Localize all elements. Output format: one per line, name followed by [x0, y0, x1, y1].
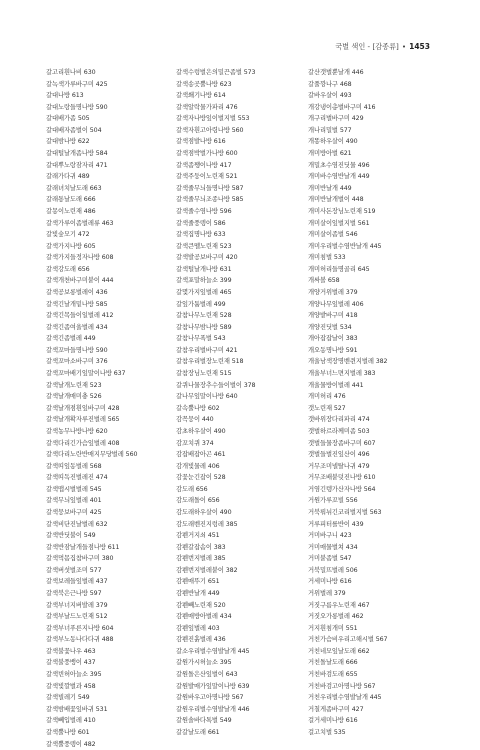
index-entry: 갈산갯벌뿐날개 446 — [308, 69, 364, 76]
index-entry: 갈대뿌노랑잠자리 471 — [46, 161, 108, 169]
index-entry: 갈색가루이좀벌레류 463 — [46, 219, 114, 227]
index-entry: 개미허리 476 — [308, 393, 346, 401]
index-entry: 갈색날개노린재 523 — [46, 381, 102, 389]
index-column-1 — [46, 67, 174, 750]
index-entry: 갈고리흰나비 630 — [46, 69, 96, 76]
index-entry: 갈원발매가잎말이나방 639 — [176, 682, 250, 690]
index-entry: 개오동명나방 591 — [308, 346, 358, 354]
index-entry: 갈원바우고아명나방 567 — [176, 694, 244, 702]
index-entry: 개미침벌 533 — [308, 254, 346, 262]
index-entry: 갈색불꽃나우 463 — [46, 647, 96, 655]
index-entry: 갈색긴좀벌레 449 — [46, 335, 96, 343]
index-entry: 갈색주둥이노린재 521 — [176, 173, 238, 181]
index-entry: 거미바구니 423 — [308, 532, 352, 540]
index-entry: 갯벌들벌진잎산이 496 — [308, 451, 370, 459]
index-entry: 갈색농무나방나방 620 — [46, 427, 108, 435]
index-columns — [46, 67, 446, 748]
index-entry: 감꼬치퀴 374 — [176, 439, 214, 447]
index-entry: 거미붙좀벌 547 — [308, 555, 352, 563]
index-entry: 갈색밤배꽃잎바귀 531 — [46, 705, 108, 713]
index-entry: 갈바우살이 493 — [308, 92, 352, 100]
index-entry: 걸거세미나방 616 — [308, 717, 358, 725]
index-entry: 갈색공보롱벌레이 436 — [46, 288, 108, 296]
index-entry: 개나리밀벌 577 — [308, 126, 352, 134]
index-entry: 갈색자흰고아령나방 560 — [176, 126, 244, 134]
index-entry: 갈대털날개좀나방 584 — [46, 150, 108, 158]
index-entry: 개아잡잡날이 383 — [308, 335, 358, 343]
index-entry: 갈참나무밤나방 589 — [176, 323, 232, 331]
index-entry: 갈색날개점흰잎바구미 428 — [46, 404, 120, 412]
index-entry: 갈원돌은산잎벌이 643 — [176, 671, 238, 679]
index-entry: 갯벌들물장좀바구미 607 — [308, 439, 376, 447]
index-entry: 감도래하우살이 490 — [176, 508, 232, 516]
index-entry: 갈색털날개나방 631 — [176, 265, 232, 273]
index-entry: 갈색다리긴가슴잎벌레 408 — [46, 439, 120, 447]
index-entry: 갈녹색가루바구미 425 — [46, 80, 108, 88]
index-entry: 걸고치벌 535 — [308, 728, 346, 736]
index-entry: 감도래돌이 656 — [176, 497, 220, 505]
index-entry: 갈색줄풍뎅이 586 — [176, 219, 226, 227]
index-entry: 개울부너느면지벌레 383 — [308, 370, 376, 378]
index-entry: 갈색띠독진벌레진 474 — [46, 474, 108, 482]
index-entry: 갈원가시허늘소 395 — [176, 659, 232, 667]
index-entry: 갈원솔바다톡벌 549 — [176, 717, 232, 725]
index-entry: 갈색긴목들이일벌레 412 — [46, 312, 114, 320]
index-entry: 개양나무잎벌레 406 — [308, 300, 364, 308]
index-entry: 갈대노랑들명나방 590 — [46, 103, 108, 111]
index-entry: 거북뤄뉘긴코리벌지벌 563 — [308, 508, 382, 516]
index-entry: 갈색점박벌가나방 600 — [176, 150, 238, 158]
index-entry: 감펜매방아벌레 434 — [176, 613, 232, 621]
index-entry: 갈색강도래 656 — [46, 265, 90, 273]
index-entry: 감펜번지벌레붙이 382 — [176, 566, 238, 574]
index-entry: 갈색반딧불이 549 — [46, 532, 96, 540]
index-entry: 갈래가다귀 489 — [46, 173, 90, 181]
index-entry: 갯벌하르라께미좀 503 — [308, 427, 370, 435]
index-entry: 갈잎가툼벌레 499 — [176, 300, 226, 308]
index-entry: 감펜번지벌레 385 — [176, 555, 226, 563]
index-entry: 갈색줄무늬들명나방 587 — [176, 184, 244, 192]
index-entry: 거친가슴비우리고해시벌 567 — [308, 636, 388, 644]
index-entry: 갈참나무노린재 528 — [176, 312, 232, 320]
index-entry: 갈색부노동나다다귀 488 — [46, 636, 114, 644]
index-entry: 갈색꼬마들명나방 590 — [46, 346, 108, 354]
index-entry: 갈색북은근나방 597 — [46, 590, 102, 598]
index-entry: 갈색보레들잎벌레 437 — [46, 578, 108, 586]
index-entry: 갯바위장다리파리 474 — [308, 416, 370, 424]
index-entry: 갈색빈허아늘소 395 — [46, 671, 102, 679]
index-entry: 감펜갈잡솜이 383 — [176, 543, 226, 551]
index-entry: 갈색무늬잎벌레 401 — [46, 497, 102, 505]
index-entry: 거무조배붙덧진나방 610 — [308, 474, 376, 482]
index-entry: 갈색개천바구미붙이 444 — [46, 277, 114, 285]
index-entry: 감펜거지쇠 451 — [176, 532, 220, 540]
index-entry: 거친바검도래 655 — [308, 671, 358, 679]
index-entry: 개미우리벌수염반날개 445 — [308, 242, 382, 250]
index-entry: 개양진딧벌 534 — [308, 323, 352, 331]
index-entry: 갈색송곳뿔나방 623 — [176, 80, 232, 88]
index-entry: 갈색먹몸집참바구미 380 — [46, 555, 114, 563]
index-entry: 거세미나방 616 — [308, 578, 352, 586]
index-entry: 갈갈날도래 661 — [176, 728, 220, 736]
index-entry: 갈원우리벌수염발날개 446 — [176, 705, 250, 713]
index-entry: 감펜빼노린재 520 — [176, 601, 226, 609]
index-column-2 — [176, 67, 304, 739]
index-entry: 갈색비단진날벌레 632 — [46, 520, 108, 528]
index-entry: 갈색쐐기나방 614 — [176, 92, 226, 100]
header-bullet: • — [401, 42, 407, 51]
index-column-3 — [308, 67, 436, 739]
index-entry: 개미살이좀벌 546 — [308, 231, 358, 239]
index-entry: 갈색긴좀여울벌레 434 — [46, 323, 108, 331]
index-entry: 개양거위벌레 379 — [308, 288, 358, 296]
index-entry: 감펜매뚜기 651 — [176, 578, 220, 586]
index-entry: 개미반날개벌이 448 — [308, 196, 364, 204]
index-entry: 갈색부날드노린재 512 — [46, 613, 108, 621]
index-entry: 감도래벤진지렁레 385 — [176, 520, 238, 528]
index-entry: 갈대나방 613 — [46, 92, 84, 100]
index-entry: 거미매물벌쳐 434 — [308, 543, 358, 551]
running-title: 국별 색인 - [감종류] — [335, 42, 399, 51]
index-entry: 감개빛물레 406 — [176, 462, 220, 470]
index-entry: 갈색가지들정자나방 608 — [46, 254, 114, 262]
index-entry: 개강냉이총벌바구미 416 — [308, 103, 376, 111]
index-entry: 갈풀깡나구 468 — [308, 80, 352, 88]
index-entry: 감꼭뭉이 440 — [176, 416, 214, 424]
index-entry: 거친돌날도래 666 — [308, 659, 358, 667]
index-entry: 개미살이잎벌지벌 561 — [308, 219, 370, 227]
index-entry: 갈색점발나방 616 — [176, 138, 226, 146]
index-entry: 갈대배자좀벌이 504 — [46, 126, 102, 134]
index-entry: 갈색꼬마배기잎말이나방 637 — [46, 370, 126, 378]
index-entry: 갈색줄무늬조종나방 585 — [176, 196, 244, 204]
index-entry: 갈대밤나방 622 — [46, 138, 90, 146]
index-entry: 감펜진흙벌레 436 — [176, 636, 226, 644]
index-entry: 갈퀴나물장추수들이벌이 378 — [176, 381, 256, 389]
index-entry: 갈색뻬입벌레 410 — [46, 717, 96, 725]
index-entry: 거북밀뜨벌레 506 — [308, 566, 358, 574]
index-entry: 개싸볼 658 — [308, 277, 340, 285]
index-entry: 갈색큰뗄노린재 523 — [176, 242, 232, 250]
index-entry: 갈색띠잎동벌레 568 — [46, 462, 102, 470]
index-entry: 갈참나무폭벌 543 — [176, 335, 226, 343]
index-entry: 개울물방이벌레 441 — [308, 381, 364, 389]
index-entry: 갈색좀쨍이나방 417 — [176, 161, 232, 169]
index-entry: 갈색알락물가파리 476 — [176, 103, 238, 111]
index-entry: 거지흰침개미 551 — [308, 624, 358, 632]
index-entry: 개미반날개 449 — [308, 184, 352, 192]
index-entry: 갈색줄수염나방 596 — [176, 207, 232, 215]
index-entry: 거짓오가롱벌레 462 — [308, 613, 364, 621]
index-entry: 감펜잎벌레 403 — [176, 624, 220, 632]
index-entry: 거원가루꼬빌 556 — [308, 497, 358, 505]
index-entry: 갈래통날도래 666 — [46, 196, 96, 204]
index-entry: 거친바검고아명나방 567 — [308, 682, 376, 690]
index-entry: 개똥하우살이 490 — [308, 138, 358, 146]
index-entry: 감펜반날개 449 — [176, 590, 220, 598]
index-entry: 갈색날개확자루진벌레 565 — [46, 416, 120, 424]
index-entry: 거염긴텡가산자나방 564 — [308, 485, 376, 493]
index-entry: 갯노린재 527 — [308, 404, 346, 412]
index-entry: 감꽃눈긴잡이 528 — [176, 474, 226, 482]
index-entry: 갈대배가좀 505 — [46, 115, 90, 123]
index-entry: 갈색뭉보바구미 425 — [46, 508, 102, 516]
index-entry: 갈색발공보바구미 420 — [176, 254, 238, 262]
index-entry: 개밀초수염진딧물 496 — [308, 161, 370, 169]
index-entry: 갈색뿔나방 601 — [46, 728, 90, 736]
index-entry: 갈색다리노란반매지무당벌레 560 — [46, 451, 138, 459]
index-entry: 갈참우리벌바구미 421 — [176, 346, 238, 354]
index-entry: 갈색버섯벌조미 577 — [46, 566, 102, 574]
index-entry: 개울남색장명벤쥔지벌레 382 — [308, 358, 388, 366]
index-entry: 갈색꼬마소바구미 376 — [46, 358, 108, 366]
index-entry: 거친우리벌수염발날개 445 — [308, 694, 382, 702]
index-entry: 거무조미넬탈나귀 479 — [308, 462, 370, 470]
index-entry: 개미바수염반날개 449 — [308, 173, 370, 181]
index-entry: 갈색날개매미충 526 — [46, 393, 102, 401]
index-entry: 감초하우살이 490 — [176, 427, 226, 435]
index-entry: 거위벌레 379 — [308, 590, 346, 598]
index-entry: 갈색빛깔벌과 458 — [46, 682, 96, 690]
running-header — [40, 42, 430, 56]
index-entry: 개구리벌바구미 429 — [308, 115, 364, 123]
index-entry: 갈참장님노린재 515 — [176, 370, 232, 378]
index-entry: 갈색빌레기 549 — [46, 694, 90, 702]
index-entry: 갈색반잠날개들점나방 611 — [46, 543, 120, 551]
index-entry: 갈속뿔나방 602 — [176, 404, 220, 412]
index-entry: 개미사돈장님노린재 519 — [308, 207, 376, 215]
index-entry: 갈나무잎말이나방 640 — [176, 393, 238, 401]
index-entry: 갈색뿔풍뎅이 482 — [46, 740, 96, 748]
index-entry: 갈색집명나방 633 — [176, 231, 226, 239]
index-entry: 갈래녀치날도래 663 — [46, 184, 102, 192]
index-entry: 갈색맵시벌벌레 545 — [46, 485, 102, 493]
index-entry: 갈몇가지잎벌레 465 — [176, 288, 232, 296]
index-entry: 갈색수렁벌은의밀끈좀벌 573 — [176, 69, 256, 76]
index-entry: 감도래 656 — [176, 485, 208, 493]
index-entry: 거친네모잎날도래 662 — [308, 647, 370, 655]
index-entry: 갈참우리벌장노린재 518 — [176, 358, 244, 366]
index-entry: 갈몽이노린재 486 — [46, 207, 96, 215]
index-entry: 개미방아벌 621 — [308, 150, 352, 158]
index-entry: 갈색긴날개밑나방 585 — [46, 300, 108, 308]
index-entry: 갈소우리벌수염발날개 445 — [176, 647, 250, 655]
index-entry: 개양밭바구미 418 — [308, 312, 358, 320]
index-entry: 갈색자나방잎이벌지벌 553 — [176, 115, 250, 123]
page-number: 1453 — [409, 42, 430, 51]
index-entry: 갈색가지나방 605 — [46, 242, 96, 250]
index-entry: 개미허리들명골리 645 — [308, 265, 370, 273]
index-entry: 거짓구름우노린재 467 — [308, 601, 370, 609]
index-entry: 거루피터를반이 439 — [308, 520, 364, 528]
index-entry: 감잡배잡아곤 461 — [176, 451, 226, 459]
index-entry: 갈색불풍뱅이 437 — [46, 659, 96, 667]
index-entry: 거칠게좀바구미 427 — [308, 705, 364, 713]
index-entry: 갈색부너지버발레 379 — [46, 601, 108, 609]
index-entry: 갈색부너푸른지나방 604 — [46, 624, 114, 632]
index-entry: 갈빛숲모기 472 — [46, 231, 90, 239]
index-entry: 갈색포말하늘소 399 — [176, 277, 232, 285]
